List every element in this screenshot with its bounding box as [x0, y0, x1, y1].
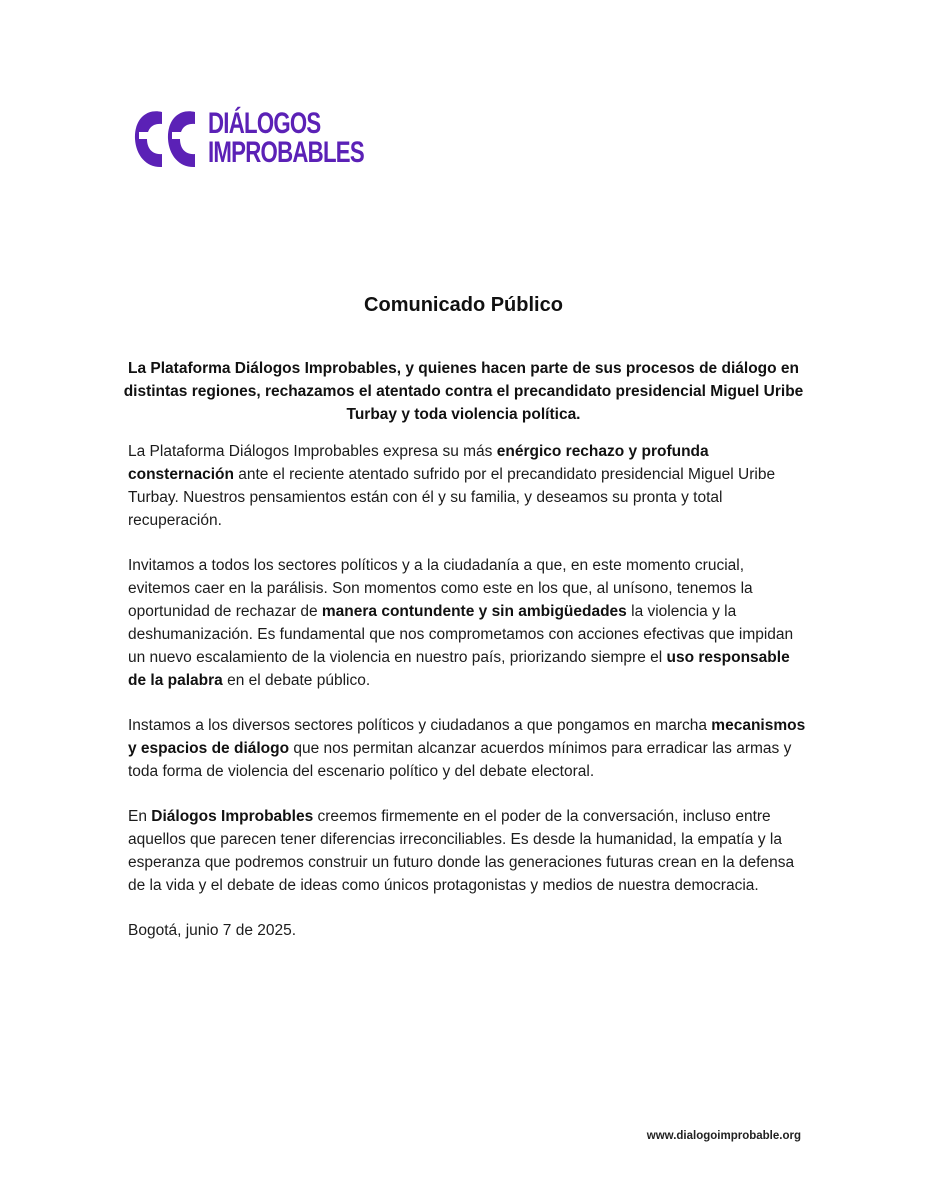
- text-run: creemos firmemente en el poder de la conversación, incluso entre aquellos que parecen tener diferencias irreconciliables. Es desde la humanidad, la empatía y la esperanza que podremos construir un futuro donde las generaciones futuras crean en la defensa de la vida y el debate de ideas como únicos protagonistas y medios de nuestra democracia.: [128, 808, 795, 894]
- logo-line-2: IMPROBABLES: [208, 136, 364, 169]
- bold-text: mecanismos y espacios de diálogo: [128, 717, 806, 757]
- text-run: ante el reciente atentado sufrido por el precandidato presidencial Miguel Uribe Turbay. Nuestros pensamientos están con él y su familia, y deseamos su pronta y total recuperación.: [128, 466, 776, 529]
- logo-line-1: DIÁLOGOS: [208, 107, 321, 140]
- text-run: que nos permitan alcanzar acuerdos mínimos para erradicar las armas y toda forma de violencia del escenario político y del debate electoral.: [128, 740, 792, 780]
- bold-text: manera contundente y sin ambigüedades: [321, 603, 627, 620]
- document-title: Comunicado Público: [364, 294, 563, 316]
- footer-url: www.dialogoimprobable.org: [646, 1130, 801, 1142]
- text-run: La Plataforma Diálogos Improbables expresa su más: [128, 443, 497, 460]
- bold-text: uso responsable de la palabra: [128, 649, 790, 689]
- two-speech-faces-icon: [132, 106, 198, 170]
- body-paragraph: [128, 714, 808, 783]
- text-run: en el debate público.: [222, 672, 371, 689]
- logo: [132, 106, 419, 170]
- bold-text: enérgico rechazo y profunda consternación: [128, 443, 709, 483]
- text-run: Invitamos a todos los sectores políticos y a la ciudadanía a que, en este momento crucial, evitemos caer en la parálisis. Son momentos como este en los que, al unísono, tenemos la oportunidad de rechazar de: [128, 557, 753, 620]
- document-subtitle: La Plataforma Diálogos Improbables, y quienes hacen parte de sus procesos de diálogo en distintas regiones, rechazamos el atentado contra el precandidato presidencial Miguel Uribe Turbay y toda violencia política.: [123, 360, 804, 423]
- text-run: Instamos a los diversos sectores políticos y ciudadanos a que pongamos en marcha: [128, 717, 712, 734]
- text-run: Bogotá, junio 7 de 2025.: [128, 922, 297, 939]
- document-body: [128, 440, 808, 964]
- text-run: la violencia y la deshumanización. Es fundamental que nos comprometamos con acciones efectivas que impidan un nuevo escalamiento de la violencia en nuestro país, priorizando siempre el: [128, 603, 794, 666]
- logo-wordmark: [208, 109, 364, 167]
- date-line: [128, 919, 808, 942]
- body-paragraph: [128, 440, 808, 532]
- text-run: En: [128, 808, 152, 825]
- body-paragraph: [128, 554, 808, 692]
- bold-text: Diálogos Improbables: [151, 808, 314, 825]
- body-paragraph: [128, 805, 808, 897]
